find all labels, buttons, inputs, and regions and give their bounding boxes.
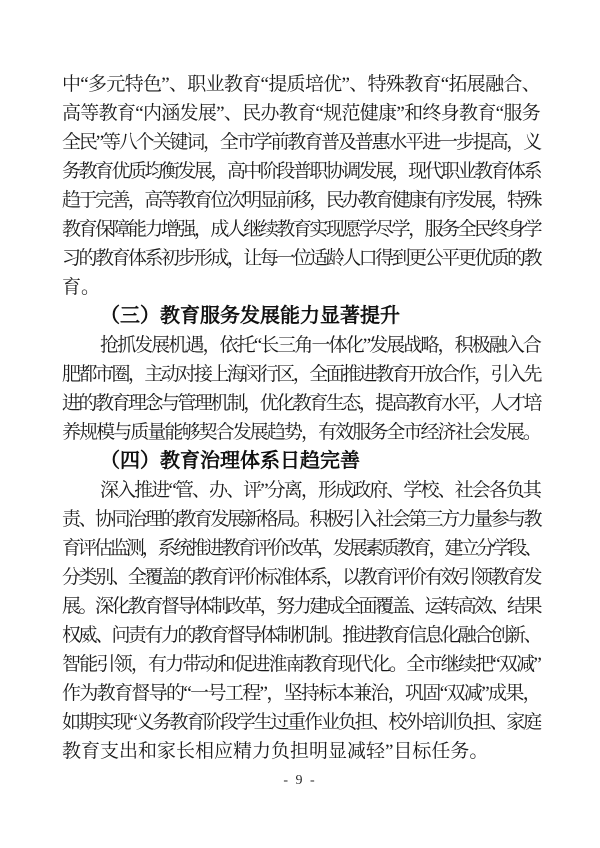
text-line-content: 高等教育“内涵发展”、民办教育“规范健康”和终身教育“服务 xyxy=(62,103,540,124)
text-line xyxy=(62,650,540,679)
text-line-content: 全民”等八个关键词，全市学前教育普及普惠水平进一步提高，义 xyxy=(62,132,540,153)
text-line xyxy=(62,418,540,447)
text-line xyxy=(62,186,540,215)
text-line xyxy=(62,563,540,592)
text-line-content: 权威、问责有力的教育督导体制机制。推进教育信息化融合创新、 xyxy=(62,625,540,646)
text-line-content: 趋于完善，高等教育位次明显前移，民办教育健康有序发展，特殊 xyxy=(62,190,540,211)
text-line xyxy=(62,273,540,302)
text-line xyxy=(62,679,540,708)
text-line-content: 育。 xyxy=(62,277,101,298)
text-line xyxy=(62,360,540,389)
text-line xyxy=(62,157,540,186)
text-line-content: 责、协同治理的教育发展新格局。积极引入社会第三方力量参与教 xyxy=(62,509,540,530)
text-line-content: 习的教育体系初步形成，让每一位适龄人口得到更公平更优质的教 xyxy=(62,248,540,269)
page-number: - 9 - xyxy=(283,773,317,788)
text-line xyxy=(62,476,540,505)
text-line-content: 中“多元特色”、职业教育“提质培优”、特殊教育“拓展融合、 xyxy=(62,74,540,95)
text-line-content: 肥都市圈，主动对接上海闵行区，全面推进教育开放合作，引入先 xyxy=(62,364,540,385)
text-line-content: 深入推进“管、办、评”分离，形成政府、学校、社会各负其 xyxy=(100,480,540,501)
text-line-content: 教育保障能力增强，成人继续教育实现愿学尽学，服务全民终身学 xyxy=(62,219,540,240)
text-line xyxy=(62,99,540,128)
section-heading-3 xyxy=(62,302,540,331)
text-line xyxy=(62,737,540,766)
text-line-content: 展。深化教育督导体制改革，努力建成全面覆盖、运转高效、结果 xyxy=(62,596,540,617)
text-line-content: 进的教育理念与管理机制，优化教育生态，提高教育水平，人才培 xyxy=(62,393,540,414)
section-heading-text: （三）教育服务发展能力显著提升 xyxy=(100,305,400,327)
text-line xyxy=(62,708,540,737)
section-heading-4 xyxy=(62,447,540,476)
text-line-content: 教育支出和家长相应精力负担明显减轻”目标任务。 xyxy=(62,741,489,762)
text-line xyxy=(62,505,540,534)
text-line xyxy=(62,331,540,360)
text-line xyxy=(62,389,540,418)
text-line-content: 养规模与质量能够契合发展趋势，有效服务全市经济社会发展。 xyxy=(62,422,540,443)
text-line xyxy=(62,621,540,650)
text-line xyxy=(62,70,540,99)
text-line-content: 如期实现“义务教育阶段学生过重作业负担、校外培训负担、家庭 xyxy=(62,712,540,733)
text-line xyxy=(62,534,540,563)
text-line-content: 分类别、全覆盖的教育评价标准体系，以教育评价有效引领教育发 xyxy=(62,567,540,588)
text-line xyxy=(62,244,540,273)
text-line-content: 抢抓发展机遇，依托“长三角一体化”发展战略，积极融入合 xyxy=(100,335,540,356)
text-line-content: 智能引领，有力带动和促进淮南教育现代化。全市继续把“双减” xyxy=(62,654,540,675)
text-line xyxy=(62,215,540,244)
document-text xyxy=(62,70,540,766)
text-line xyxy=(62,592,540,621)
text-line-content: 作为教育督导的“一号工程”，坚持标本兼治，巩固“双减”成果， xyxy=(62,683,540,704)
text-line xyxy=(62,128,540,157)
section-heading-text: （四）教育治理体系日趋完善 xyxy=(100,450,360,472)
text-line-content: 育评估监测，系统推进教育评价改革，发展素质教育，建立分学段、 xyxy=(62,538,540,559)
text-line-content: 务教育优质均衡发展，高中阶段普职协调发展，现代职业教育体系 xyxy=(62,161,540,182)
